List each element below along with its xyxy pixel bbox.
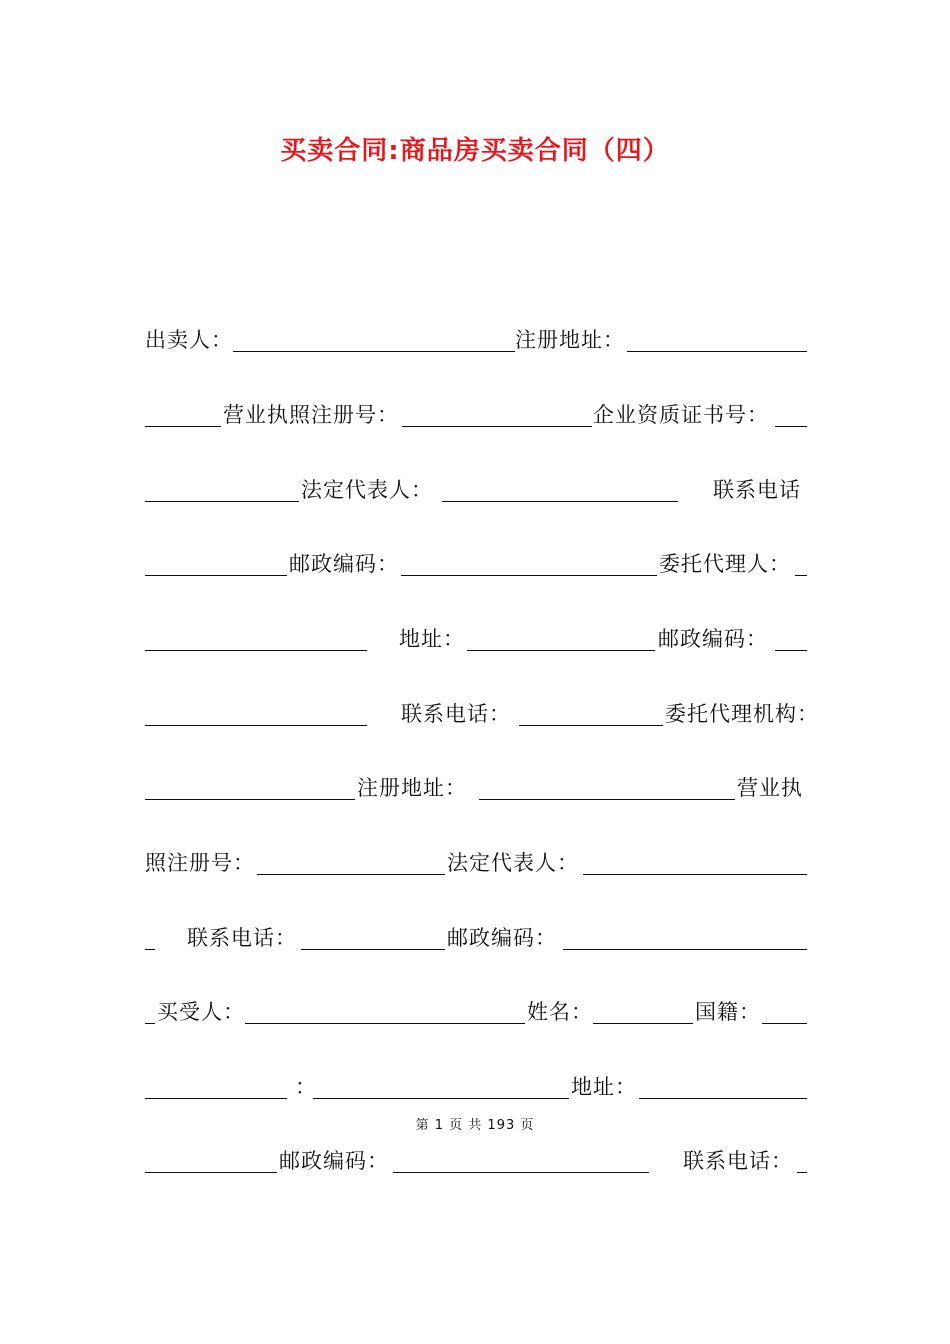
blank-field[interactable] (145, 1023, 155, 1024)
blank-field[interactable] (257, 874, 445, 875)
label-address: 地址： (399, 627, 465, 651)
label-business-license-part: 营业执 (737, 776, 803, 800)
form-line-agency-contact (145, 923, 807, 953)
label-entrusted-agent: 委托代理人： (659, 552, 791, 576)
blank-field[interactable] (145, 725, 367, 726)
blank-field[interactable] (467, 650, 655, 651)
blank-field[interactable] (393, 1172, 649, 1173)
form-line-agency-license (145, 848, 807, 878)
label-colon: ： (295, 1075, 317, 1099)
blank-field[interactable] (145, 501, 299, 502)
blank-field[interactable] (795, 575, 807, 576)
form-line-agency (145, 699, 819, 729)
label-postcode: 邮政编码： (658, 627, 768, 651)
label-registered-address: 注册地址： (515, 328, 625, 352)
label-legal-representative: 法定代表人： (301, 478, 433, 502)
form-line-buyer-address (145, 1072, 807, 1102)
blank-field[interactable] (145, 1172, 277, 1173)
label-seller: 出卖人： (145, 328, 233, 352)
document-title: 买卖合同:商品房买卖合同（四） (280, 136, 670, 166)
blank-field[interactable] (479, 799, 735, 800)
label-business-license-no: 营业执照注册号： (223, 403, 399, 427)
label-address: 地址： (571, 1075, 637, 1099)
label-buyer: 买受人： (157, 1000, 245, 1024)
page-number-footer: 第 1 页 共 193 页 (415, 1118, 535, 1133)
blank-field[interactable] (442, 501, 678, 502)
blank-field[interactable] (797, 1172, 807, 1173)
label-legal-representative: 法定代表人： (447, 851, 579, 875)
label-license-no-cont: 照注册号： (145, 851, 255, 875)
blank-field[interactable] (583, 874, 807, 875)
blank-field[interactable] (401, 575, 657, 576)
blank-field[interactable] (775, 426, 807, 427)
blank-field[interactable] (313, 1098, 569, 1099)
blank-field[interactable] (519, 725, 663, 726)
label-postcode: 邮政编码： (289, 552, 399, 576)
label-phone: 联系电话： (683, 1149, 793, 1173)
blank-field[interactable] (762, 1023, 807, 1024)
form-line-agency-address (145, 773, 807, 803)
form-line-seller (145, 325, 807, 355)
form-line-buyer-contact (145, 1146, 807, 1176)
label-name: 姓名： (527, 1000, 593, 1024)
blank-field[interactable] (145, 426, 221, 427)
blank-field[interactable] (593, 1023, 693, 1024)
label-entrusted-agency: 委托代理机构： (665, 702, 819, 726)
blank-field[interactable] (301, 949, 445, 950)
blank-field[interactable] (563, 949, 807, 950)
blank-field[interactable] (775, 650, 807, 651)
blank-field[interactable] (145, 575, 287, 576)
label-registered-address: 注册地址： (357, 776, 467, 800)
label-phone: 联系电话： (401, 702, 511, 726)
label-postcode: 邮政编码： (447, 926, 557, 950)
blank-field[interactable] (145, 799, 355, 800)
label-qualification-cert-no: 企业资质证书号： (593, 403, 769, 427)
blank-field[interactable] (639, 1098, 807, 1099)
blank-field[interactable] (145, 1098, 287, 1099)
form-line-legal-rep (145, 475, 807, 505)
blank-field[interactable] (245, 1023, 525, 1024)
form-line-postcode-agent (145, 549, 807, 579)
blank-field[interactable] (627, 351, 807, 352)
form-line-buyer (145, 997, 807, 1027)
blank-field[interactable] (145, 650, 367, 651)
label-phone: 联系电话： (187, 926, 297, 950)
label-postcode: 邮政编码： (279, 1149, 389, 1173)
blank-field[interactable] (233, 351, 515, 352)
blank-field[interactable] (145, 949, 155, 950)
form-line-address (145, 624, 807, 654)
form-line-license (145, 400, 807, 430)
blank-field[interactable] (402, 426, 592, 427)
label-phone: 联系电话 (713, 478, 801, 502)
label-nationality: 国籍： (695, 1000, 761, 1024)
